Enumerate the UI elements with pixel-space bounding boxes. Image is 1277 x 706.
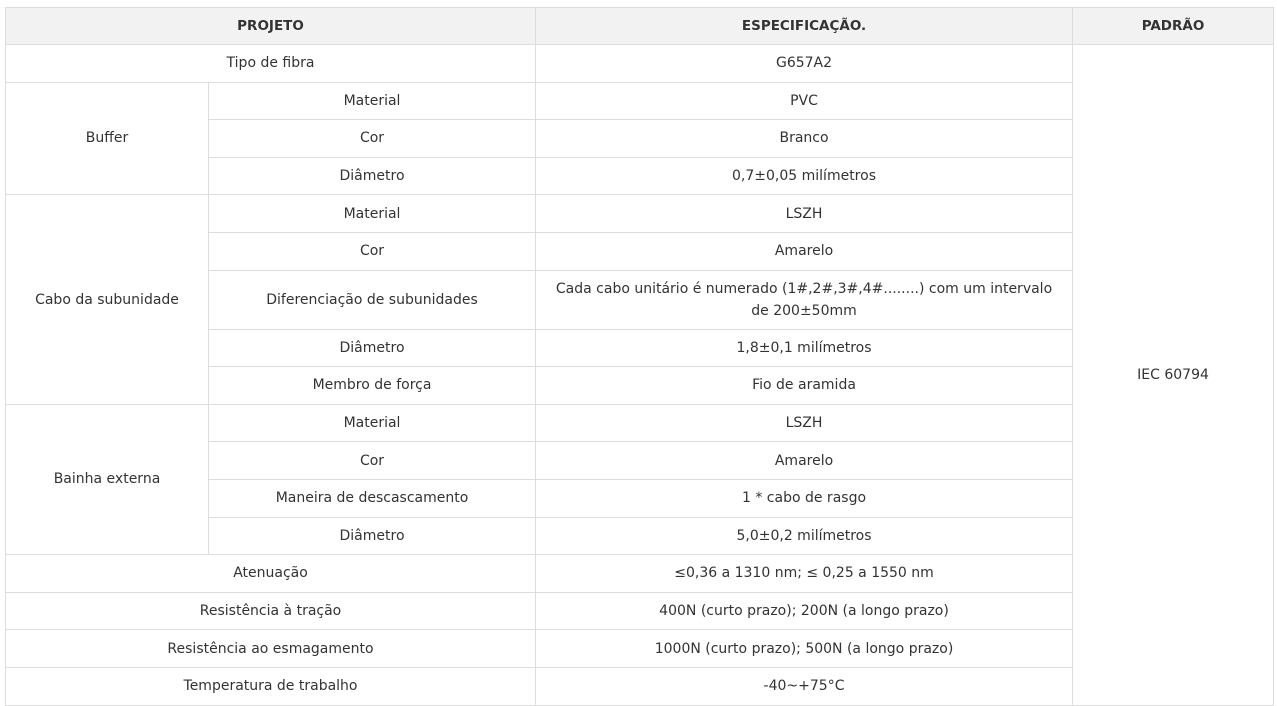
row-label: Membro de força: [209, 367, 536, 405]
header-projeto: PROJETO: [6, 8, 536, 45]
row-value: 1 * cabo de rasgo: [536, 479, 1073, 517]
row-label: Cor: [209, 120, 536, 158]
header-row: [6, 8, 1274, 45]
row-value: Branco: [536, 120, 1073, 158]
row-value: LSZH: [536, 195, 1073, 233]
row-value: Cada cabo unitário é numerado (1#,2#,3#,4#........) com um intervalo de 200±50mm: [536, 270, 1073, 329]
group-label-subunit: Cabo da subunidade: [6, 195, 209, 404]
spec-table: [5, 7, 1274, 706]
row-label: Material: [209, 82, 536, 120]
row-value: 5,0±0,2 milímetros: [536, 517, 1073, 555]
group-label-jacket: Bainha externa: [6, 404, 209, 554]
row-label: Diâmetro: [209, 157, 536, 195]
row-label: Diâmetro: [209, 517, 536, 555]
property-value: ≤0,36 a 1310 nm; ≤ 0,25 a 1550 nm: [536, 555, 1073, 593]
standard-cell: IEC 60794: [1073, 45, 1274, 706]
property-value: 400N (curto prazo); 200N (a longo prazo): [536, 592, 1073, 630]
row-label: Diferenciação de subunidades: [209, 270, 536, 329]
fiber-type-label: Tipo de fibra: [6, 45, 536, 83]
property-label: Temperatura de trabalho: [6, 667, 536, 705]
row-label: Cor: [209, 232, 536, 270]
row-value: Amarelo: [536, 232, 1073, 270]
row-label: Material: [209, 404, 536, 442]
property-label: Resistência ao esmagamento: [6, 630, 536, 668]
row-value: LSZH: [536, 404, 1073, 442]
row-value: PVC: [536, 82, 1073, 120]
row-label: Maneira de descascamento: [209, 479, 536, 517]
row-label: Diâmetro: [209, 329, 536, 367]
row-value: Fio de aramida: [536, 367, 1073, 405]
row-label: Material: [209, 195, 536, 233]
property-value: 1000N (curto prazo); 500N (a longo prazo): [536, 630, 1073, 668]
row-label: Cor: [209, 442, 536, 480]
header-especificacao: ESPECIFICAÇÃO.: [536, 8, 1073, 45]
row-value: Amarelo: [536, 442, 1073, 480]
property-value: -40~+75°C: [536, 667, 1073, 705]
property-label: Resistência à tração: [6, 592, 536, 630]
fiber-type-value: G657A2: [536, 45, 1073, 83]
header-padrao: PADRÃO: [1073, 8, 1274, 45]
group-label-buffer: Buffer: [6, 82, 209, 195]
table-row: [6, 45, 1274, 83]
spec-table-container: [5, 7, 1274, 706]
row-value: 1,8±0,1 milímetros: [536, 329, 1073, 367]
property-label: Atenuação: [6, 555, 536, 593]
row-value: 0,7±0,05 milímetros: [536, 157, 1073, 195]
